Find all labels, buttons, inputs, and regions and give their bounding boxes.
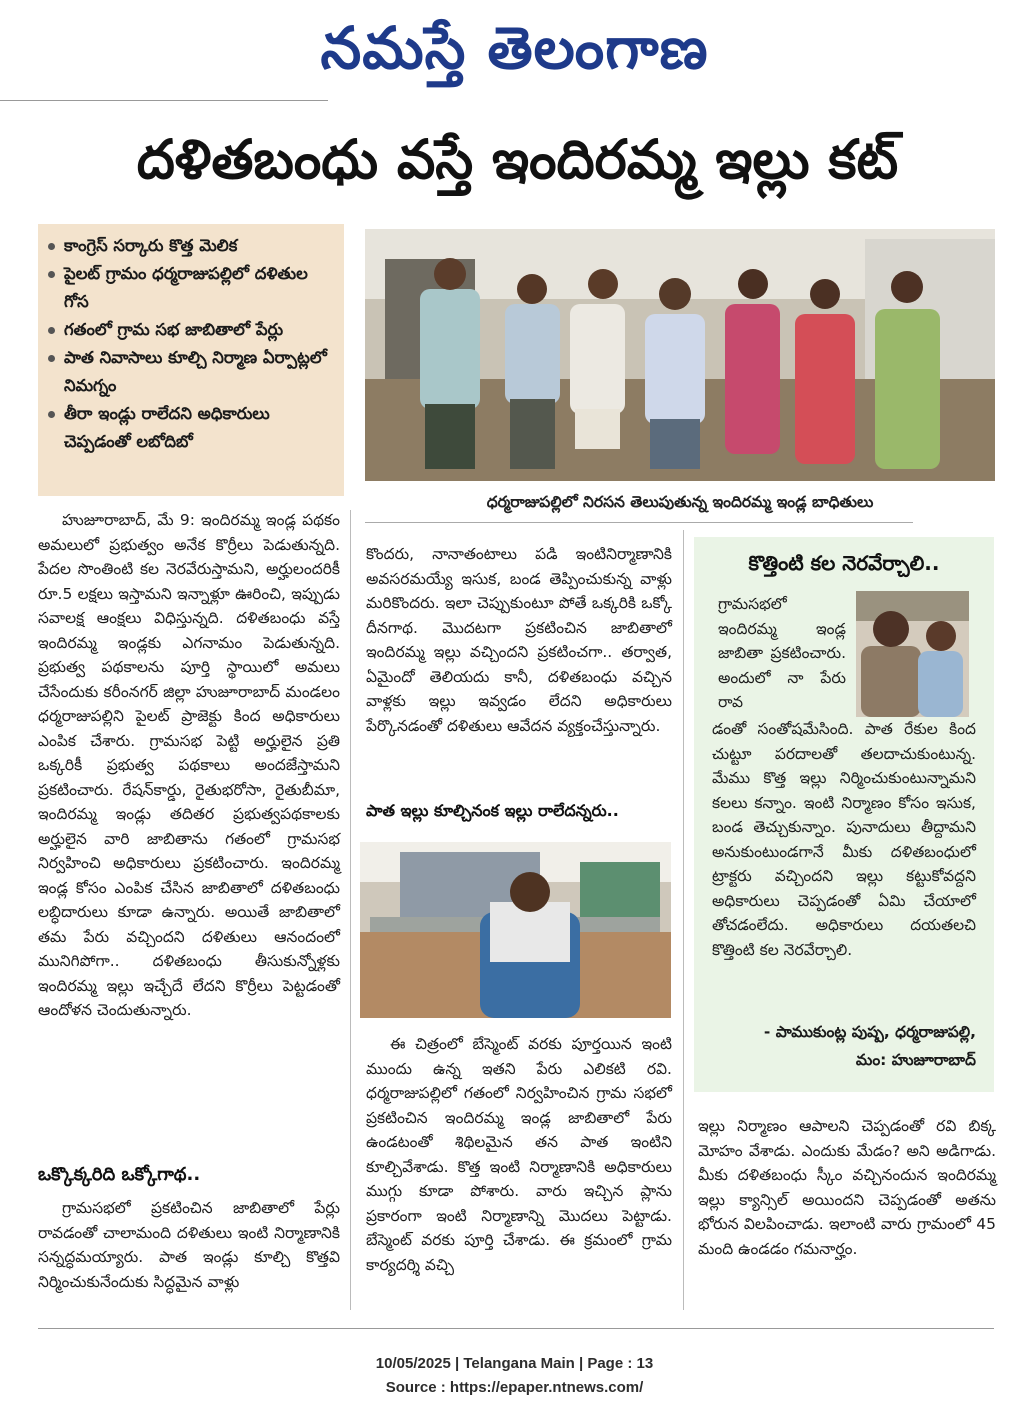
highlight-item [48,260,336,316]
column-divider [350,510,351,1310]
bullet-icon [48,243,55,250]
footer-date-page: 10/05/2025 | Telangana Main | Page : 13 [375,1355,654,1372]
highlight-item [48,400,336,456]
bullet-icon [48,327,55,334]
highlight-text: కాంగ్రెస్ సర్కారు కొత్త మెలిక [64,236,238,255]
highlight-item [48,316,336,344]
body-paragraph: ఇల్లు నిర్మాణం ఆపాలని చెప్పడంతో రవి బిక్క మోహం వేశాడు. ఎందుకు మేడం? అని అడిగాడు. మీకు దళితబంధు స్కీం వచ్చినందున ఇందిరమ్మ ఇల్లు క్యాన్సిల్ అయిందని చెప్పడంతో అతను భోరున విలపించాడు. ఇలాంటి వారు గ్రామంలో 45 మంది ఉండడం గమనార్హం. [698,1117,996,1258]
testimonial-title: కొత్తింటి కల నెరవేర్చాలి.. [748,551,940,575]
highlight-text: తీరా ఇండ్లు రాలేదని అధికారులు చెప్పడంతో లబోదిబో [64,404,270,451]
body-paragraph: గ్రామసభలో ప్రకటించిన జాబితాలో పేర్లు రావడంతో చాలామంది దళితులు ఇంటి నిర్మాణానికి సన్నద్ధమయ్యారు. పాత ఇండ్లు కూల్చి కొత్తవి నిర్మించుకునేందుకు సిద్ధమైన వాళ్లు [38,1199,340,1291]
highlights-list [38,224,344,456]
article-column-1 [38,508,340,1023]
highlight-item [48,232,336,260]
subheading: పాత ఇల్లు కూల్చినంక ఇల్లు రాలేదన్నరు.. [366,801,619,820]
highlight-text: పైలట్ గ్రామం ధర్మరాజుపల్లిలో దళితుల గోస [64,264,308,311]
body-paragraph: కొందరు, నానాతంటాలు పడి ఇంటినిర్మాణానికి అవసరమయ్యే ఇసుక, బండ తెప్పించుకున్న వాళ్లు మరికొందరు. ఇలా చెప్పుకుంటూ పోతే ఒక్కరికి ఒక్కో దీనగాథ. మొదటగా ప్రకటించిన జాబితాలో ఇందిరమ్మ ఇల్లు వచ్చిందని ప్రకటించగా.. తర్వాత, ఏమైందో తెలియదు కానీ, దళితబంధు వచ్చిన వాళ్లకు ఇల్లు ఇవ్వడం లేదని అధికారులు పేర్కొనడంతో దళితులు ఆవేదన వ్యక్తంచేస్తున్నారు. [366,545,672,735]
top-photo-caption: ధర్మరాజుపల్లిలో నిరసన తెలుపుతున్న ఇందిరమ్మ ఇండ్ల బాధితులు [486,493,874,511]
caption-rule [365,522,913,523]
basement-house-photo [360,842,671,1018]
bullet-icon [48,355,55,362]
masthead-rule [0,100,328,101]
bullet-icon [48,411,55,418]
testimonial-text-top: గ్రామసభలో ఇందిరమ్మ ఇండ్ల జాబితా ప్రకటించారు. అందులో నా పేరు రావ [718,595,846,711]
woman-with-child-photo [856,591,969,717]
bottom-rule [38,1328,994,1329]
highlights-box [38,224,344,496]
protest-group-photo [365,229,995,481]
body-paragraph: హుజూరాబాద్, మే 9: ఇందిరమ్మ ఇండ్ల పథకం అమలులో ప్రభుత్వం అనేక కొర్రీలు పెడుతున్నది. పేదల సొంతింటి కల నెరవేరుస్తామని, అర్హులందరికీ రూ.5 లక్షలు ఇస్తామని ఇన్నాళ్లూ ఊరించి, ఇప్పుడు సవాలక్ష ఆంక్షలు విధిస్తున్నది. దళితబంధు వస్తే ఇందిరమ్మ ఇండ్లకు ఎగనామం పెడుతున్నది. ప్రభుత్వ పథకాలను పూర్తి స్థాయిలో అమలు చేసేందుకు కరీంనగర్ జిల్లా హుజూరాబాద్ మండలం ధర్మరాజుపల్లిని పైలట్ ప్రాజెక్టు కింద అధికారులు ఎంపిక చేశారు. గ్రామసభ పెట్టి అర్హులైన ప్రతి ఒక్కరికీ ప్రభుత్వ పథకాలు అందజేస్తామని ప్రకటించారు. రేషన్‌కార్డు, రైతుభరోసా, రైతుబీమా, ఇందిరమ్మ ఇండ్లు తదితర ప్రభుత్వపథకాలకు అర్హులైన వారి జాబితాను గతంలో గ్రామసభ నిర్వహించి అధికారులు ప్రకటించారు. ఇందిరమ్మ ఇండ్ల కోసం ఎంపిక చేసిన జాబితాలో దళితబంధు లబ్ధిదారులు కూడా ఉన్నారు. అయితే జాబితాలో తమ పేరు వచ్చిందని దళితులు ఆనందంలో మునిగిపోగా.. దళితబంధు తీసుకున్నోళ్లకు ఇందిరమ్మ ఇల్లు ఇచ్చేదే లేదని కొర్రీలు పెట్టడంతో ఆందోళన చెందుతున్నారు. [38,511,340,1019]
bullet-icon [48,271,55,278]
article-column-2-continued [366,1032,672,1277]
testimonial-location: మం: హుజూరాబాద్ [855,1051,976,1069]
article-headline: దళితబంధు వస్తే ఇందిరమ్మ ఇల్లు కట్ [136,128,899,191]
masthead-logo: నమస్తే తెలంగాణ [320,14,709,82]
testimonial-box [694,537,994,1092]
column-divider [683,530,684,1310]
highlight-item [48,344,336,400]
highlight-text: పాత నివాసాలు కూల్చి నిర్మాణ ఏర్పాట్లలో నిమగ్నం [64,348,327,395]
testimonial-signature: - పాముకుంట్ల పుష్ప, ధర్మరాజుపల్లి, [763,1023,976,1041]
subheading: ఒక్కొక్కరిది ఒక్కోగాథ.. [38,1164,201,1185]
footer-source: Source : https://epaper.ntnews.com/ [385,1379,644,1396]
body-paragraph: ఈ చిత్రంలో బేస్మెంట్ వరకు పూర్తయిన ఇంటి ముందు ఉన్న ఇతని పేరు ఎలికటి రవి. ధర్మరాజుపల్లిలో గతంలో నిర్వహించిన గ్రామ సభలో ప్రకటించిన ఇందిరమ్మ ఇండ్ల జాబితాలో పేరు ఉండటంతో శిథిలమైన తన పాత ఇంటిని కూల్చివేశాడు. కొత్త ఇంటి నిర్మాణానికి అధికారులు ముగ్గు కూడా పోశారు. వారు ఇచ్చిన ప్లాను ప్రకారంగా ఇంటి నిర్మాణాన్ని మొదలు పెట్టాడు. బేస్మెంట్ వరకు పూర్తి చేశాడు. ఈ క్రమంలో గ్రామ కార్యదర్శి వచ్చి [366,1035,672,1274]
highlight-text: గతంలో గ్రామ సభ జాబితాలో పేర్లు [64,320,284,339]
article-column-3 [698,1114,996,1261]
article-column-2 [366,542,672,738]
article-column-1-continued [38,1196,340,1294]
testimonial-text: డంతో సంతోషమేసింది. పాత రేకుల కింద చుట్టూ పరదాలతో తలదాచుకుంటున్న. మేము కొత్త ఇల్లు నిర్మించుకుంటున్నామని కలలు కన్నాం. ఇంటి నిర్మాణం కోసం ఇసుక, బండ తెచ్చుకున్నాం. పునాదులు తీద్దామని అనుకుంటుండగానే మీకు దళితబంధులో ట్రాక్టరు వచ్చిందని ఇల్లు కట్టుకోవద్దని అధికారులు చెప్పడంతో ఏమి చేయాలో తోచడంలేదు. అధికారులు దయతలచి కొత్తింటి కల నెరవేర్చాలి. [712,720,976,959]
